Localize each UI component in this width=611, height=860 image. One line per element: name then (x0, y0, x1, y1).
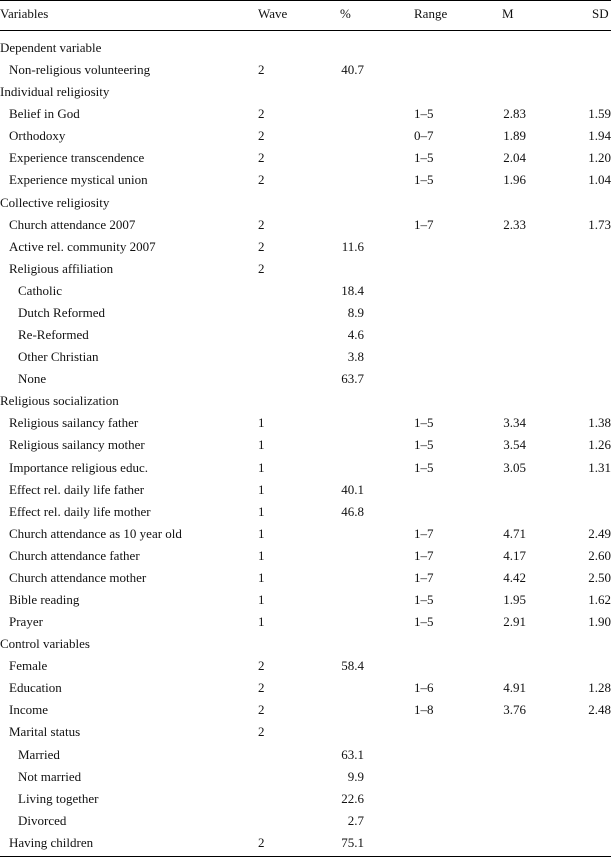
section-header-row (0, 633, 611, 655)
sd-cell: 1.59 (588, 106, 611, 122)
range-cell: 1–7 (414, 525, 434, 541)
wave-cell: 1 (258, 415, 265, 431)
table-row (0, 258, 611, 280)
variable-label: Collective religiosity (0, 194, 110, 210)
range-cell: 1–5 (414, 150, 434, 166)
table-row (0, 721, 611, 743)
wave-cell: 1 (258, 614, 265, 630)
variable-label: Religious sailancy father (9, 415, 139, 431)
table-row (0, 611, 611, 633)
variable-label: Catholic (18, 282, 63, 298)
mean-cell: 3.54 (503, 437, 526, 453)
range-cell: 0–7 (414, 128, 434, 144)
variable-label: Church attendance father (9, 547, 140, 563)
wave-cell: 1 (258, 592, 265, 607)
wave-cell: 1 (258, 503, 265, 519)
sd-cell: 1.31 (588, 459, 611, 475)
section-header-row (0, 390, 611, 412)
variable-label: Education (9, 680, 62, 696)
wave-cell: 1 (258, 569, 265, 585)
percent-cell: 75.1 (341, 834, 364, 850)
variable-label: Church attendance mother (9, 569, 147, 585)
variable-label: Belief in God (9, 106, 80, 122)
percent-cell: 40.1 (341, 481, 364, 497)
table-row (0, 368, 611, 390)
variable-label: Other Christian (18, 349, 99, 365)
table-row (0, 125, 611, 147)
percent-cell: 18.4 (341, 282, 364, 298)
table-row (0, 457, 611, 479)
header-sd: SD (592, 6, 609, 21)
sd-cell: 1.28 (588, 680, 611, 696)
percent-cell: 63.1 (341, 746, 364, 762)
variable-label: Experience mystical union (9, 172, 148, 188)
variable-label: Church attendance as 10 year old (9, 525, 182, 541)
mean-cell: 4.42 (503, 569, 526, 585)
mean-cell: 4.17 (503, 547, 526, 563)
variable-label: Prayer (9, 614, 43, 630)
wave-cell: 2 (258, 128, 265, 144)
variable-label: Married (18, 746, 60, 762)
percent-cell: 40.7 (341, 62, 364, 78)
mean-cell: 2.91 (503, 614, 526, 630)
mean-cell: 1.95 (503, 592, 526, 607)
percent-cell: 63.7 (341, 371, 364, 387)
mean-cell: 2.33 (503, 216, 526, 232)
sd-cell: 2.49 (588, 525, 611, 541)
table-row (0, 479, 611, 501)
table-row (0, 788, 611, 810)
sd-cell: 1.26 (588, 437, 611, 453)
variable-label: Non-religious volunteering (9, 62, 151, 78)
range-cell: 1–5 (414, 437, 434, 453)
sd-cell: 1.62 (588, 592, 611, 607)
table-row (0, 169, 611, 191)
sd-cell: 1.04 (588, 172, 611, 188)
range-cell: 1–7 (414, 216, 434, 232)
wave-cell: 2 (258, 238, 265, 254)
header-rule (0, 30, 611, 31)
variable-label: Effect rel. daily life father (9, 481, 145, 497)
table-row (0, 214, 611, 236)
wave-cell: 2 (258, 724, 265, 740)
variable-label: Income (9, 702, 48, 718)
wave-cell: 1 (258, 437, 265, 453)
range-cell: 1–5 (414, 172, 434, 188)
percent-cell: 2.7 (347, 812, 364, 828)
wave-cell: 2 (258, 260, 265, 276)
sd-cell: 1.90 (588, 614, 611, 630)
range-cell: 1–8 (414, 702, 434, 718)
wave-cell: 1 (258, 481, 265, 497)
wave-cell: 2 (258, 62, 265, 78)
sd-cell: 2.48 (588, 702, 611, 718)
percent-cell: 8.9 (347, 304, 364, 320)
mean-cell: 2.83 (503, 106, 526, 122)
wave-cell: 2 (258, 834, 265, 850)
table-header (0, 3, 611, 25)
sd-cell: 1.38 (588, 415, 611, 431)
mean-cell: 4.71 (503, 525, 526, 541)
percent-cell: 46.8 (341, 503, 364, 519)
sd-cell: 1.20 (588, 150, 611, 166)
variable-label: Female (9, 658, 48, 674)
range-cell: 1–7 (414, 569, 434, 585)
section-header-row (0, 81, 611, 103)
table-row (0, 744, 611, 766)
table-row (0, 280, 611, 302)
wave-cell: 2 (258, 658, 265, 674)
variable-label: Not married (18, 768, 82, 784)
sd-cell: 2.50 (588, 569, 611, 585)
percent-cell: 58.4 (341, 658, 364, 674)
section-header-row (0, 37, 611, 59)
variable-label: Marital status (9, 724, 81, 740)
percent-cell: 9.9 (347, 768, 364, 784)
table-row (0, 59, 611, 81)
variable-label: None (18, 371, 47, 387)
wave-cell: 2 (258, 150, 265, 166)
table-row (0, 501, 611, 523)
percent-cell: 11.6 (341, 238, 364, 254)
table-row (0, 412, 611, 434)
table-row (0, 677, 611, 699)
variable-label: Dependent variable (0, 40, 102, 55)
range-cell: 1–7 (414, 547, 434, 563)
mean-cell: 4.91 (503, 680, 526, 696)
sd-cell: 2.60 (588, 547, 611, 563)
table-row (0, 324, 611, 346)
wave-cell: 1 (258, 525, 265, 541)
header-variables: Variables (0, 6, 49, 21)
variable-label: Religious affiliation (9, 260, 114, 276)
table-row (0, 699, 611, 721)
mean-cell: 1.96 (503, 172, 526, 188)
variable-label: Importance religious educ. (9, 459, 148, 475)
variable-label: Having children (9, 834, 94, 850)
range-cell: 1–5 (414, 459, 434, 475)
range-cell: 1–5 (414, 106, 434, 122)
table-row (0, 655, 611, 677)
variable-label: Active rel. community 2007 (9, 238, 156, 254)
variable-label: Effect rel. daily life mother (9, 503, 151, 519)
range-cell: 1–6 (414, 680, 434, 696)
bottom-rule (0, 856, 611, 857)
wave-cell: 1 (258, 547, 265, 563)
range-cell: 1–5 (414, 614, 434, 630)
table-row (0, 302, 611, 324)
table-row (0, 766, 611, 788)
header-percent: % (340, 6, 351, 21)
variable-label: Religious socialization (0, 393, 119, 409)
range-cell: 1–5 (414, 415, 434, 431)
section-header-row (0, 192, 611, 214)
range-cell: 1–5 (414, 592, 434, 607)
variable-label: Control variables (0, 636, 90, 652)
variable-label: Religious sailancy mother (9, 437, 145, 453)
variable-label: Re-Reformed (18, 327, 89, 343)
sd-cell: 1.94 (588, 128, 611, 144)
wave-cell: 2 (258, 680, 265, 696)
table-row (0, 810, 611, 832)
percent-cell: 3.8 (347, 349, 364, 365)
sd-cell: 1.73 (588, 216, 611, 232)
header-range: Range (414, 6, 448, 21)
variable-label: Dutch Reformed (18, 304, 106, 320)
table-row (0, 567, 611, 589)
variable-label: Bible reading (9, 592, 80, 607)
mean-cell: 3.76 (503, 702, 526, 718)
table-row (0, 589, 611, 611)
wave-cell: 2 (258, 106, 265, 122)
table-row (0, 434, 611, 456)
mean-cell: 3.05 (503, 459, 526, 475)
variable-label: Living together (18, 790, 99, 806)
percent-cell: 4.6 (347, 327, 364, 343)
percent-cell: 22.6 (341, 790, 364, 806)
table-row (0, 236, 611, 258)
table-row (0, 346, 611, 368)
table-row (0, 523, 611, 545)
top-rule (0, 0, 611, 1)
wave-cell: 2 (258, 172, 265, 188)
variable-label: Divorced (18, 812, 67, 828)
table-row (0, 545, 611, 567)
header-mean: M (502, 6, 514, 21)
table-row (0, 103, 611, 125)
table-row (0, 147, 611, 169)
mean-cell: 2.04 (503, 150, 526, 166)
header-wave: Wave (258, 6, 288, 21)
table-row (0, 832, 611, 854)
variable-label: Church attendance 2007 (9, 216, 136, 232)
wave-cell: 2 (258, 702, 265, 718)
wave-cell: 2 (258, 216, 265, 232)
wave-cell: 1 (258, 459, 265, 475)
variable-label: Experience transcendence (9, 150, 145, 166)
variable-label: Orthodoxy (9, 128, 66, 144)
variable-label: Individual religiosity (0, 84, 110, 100)
mean-cell: 3.34 (503, 415, 526, 431)
mean-cell: 1.89 (503, 128, 526, 144)
